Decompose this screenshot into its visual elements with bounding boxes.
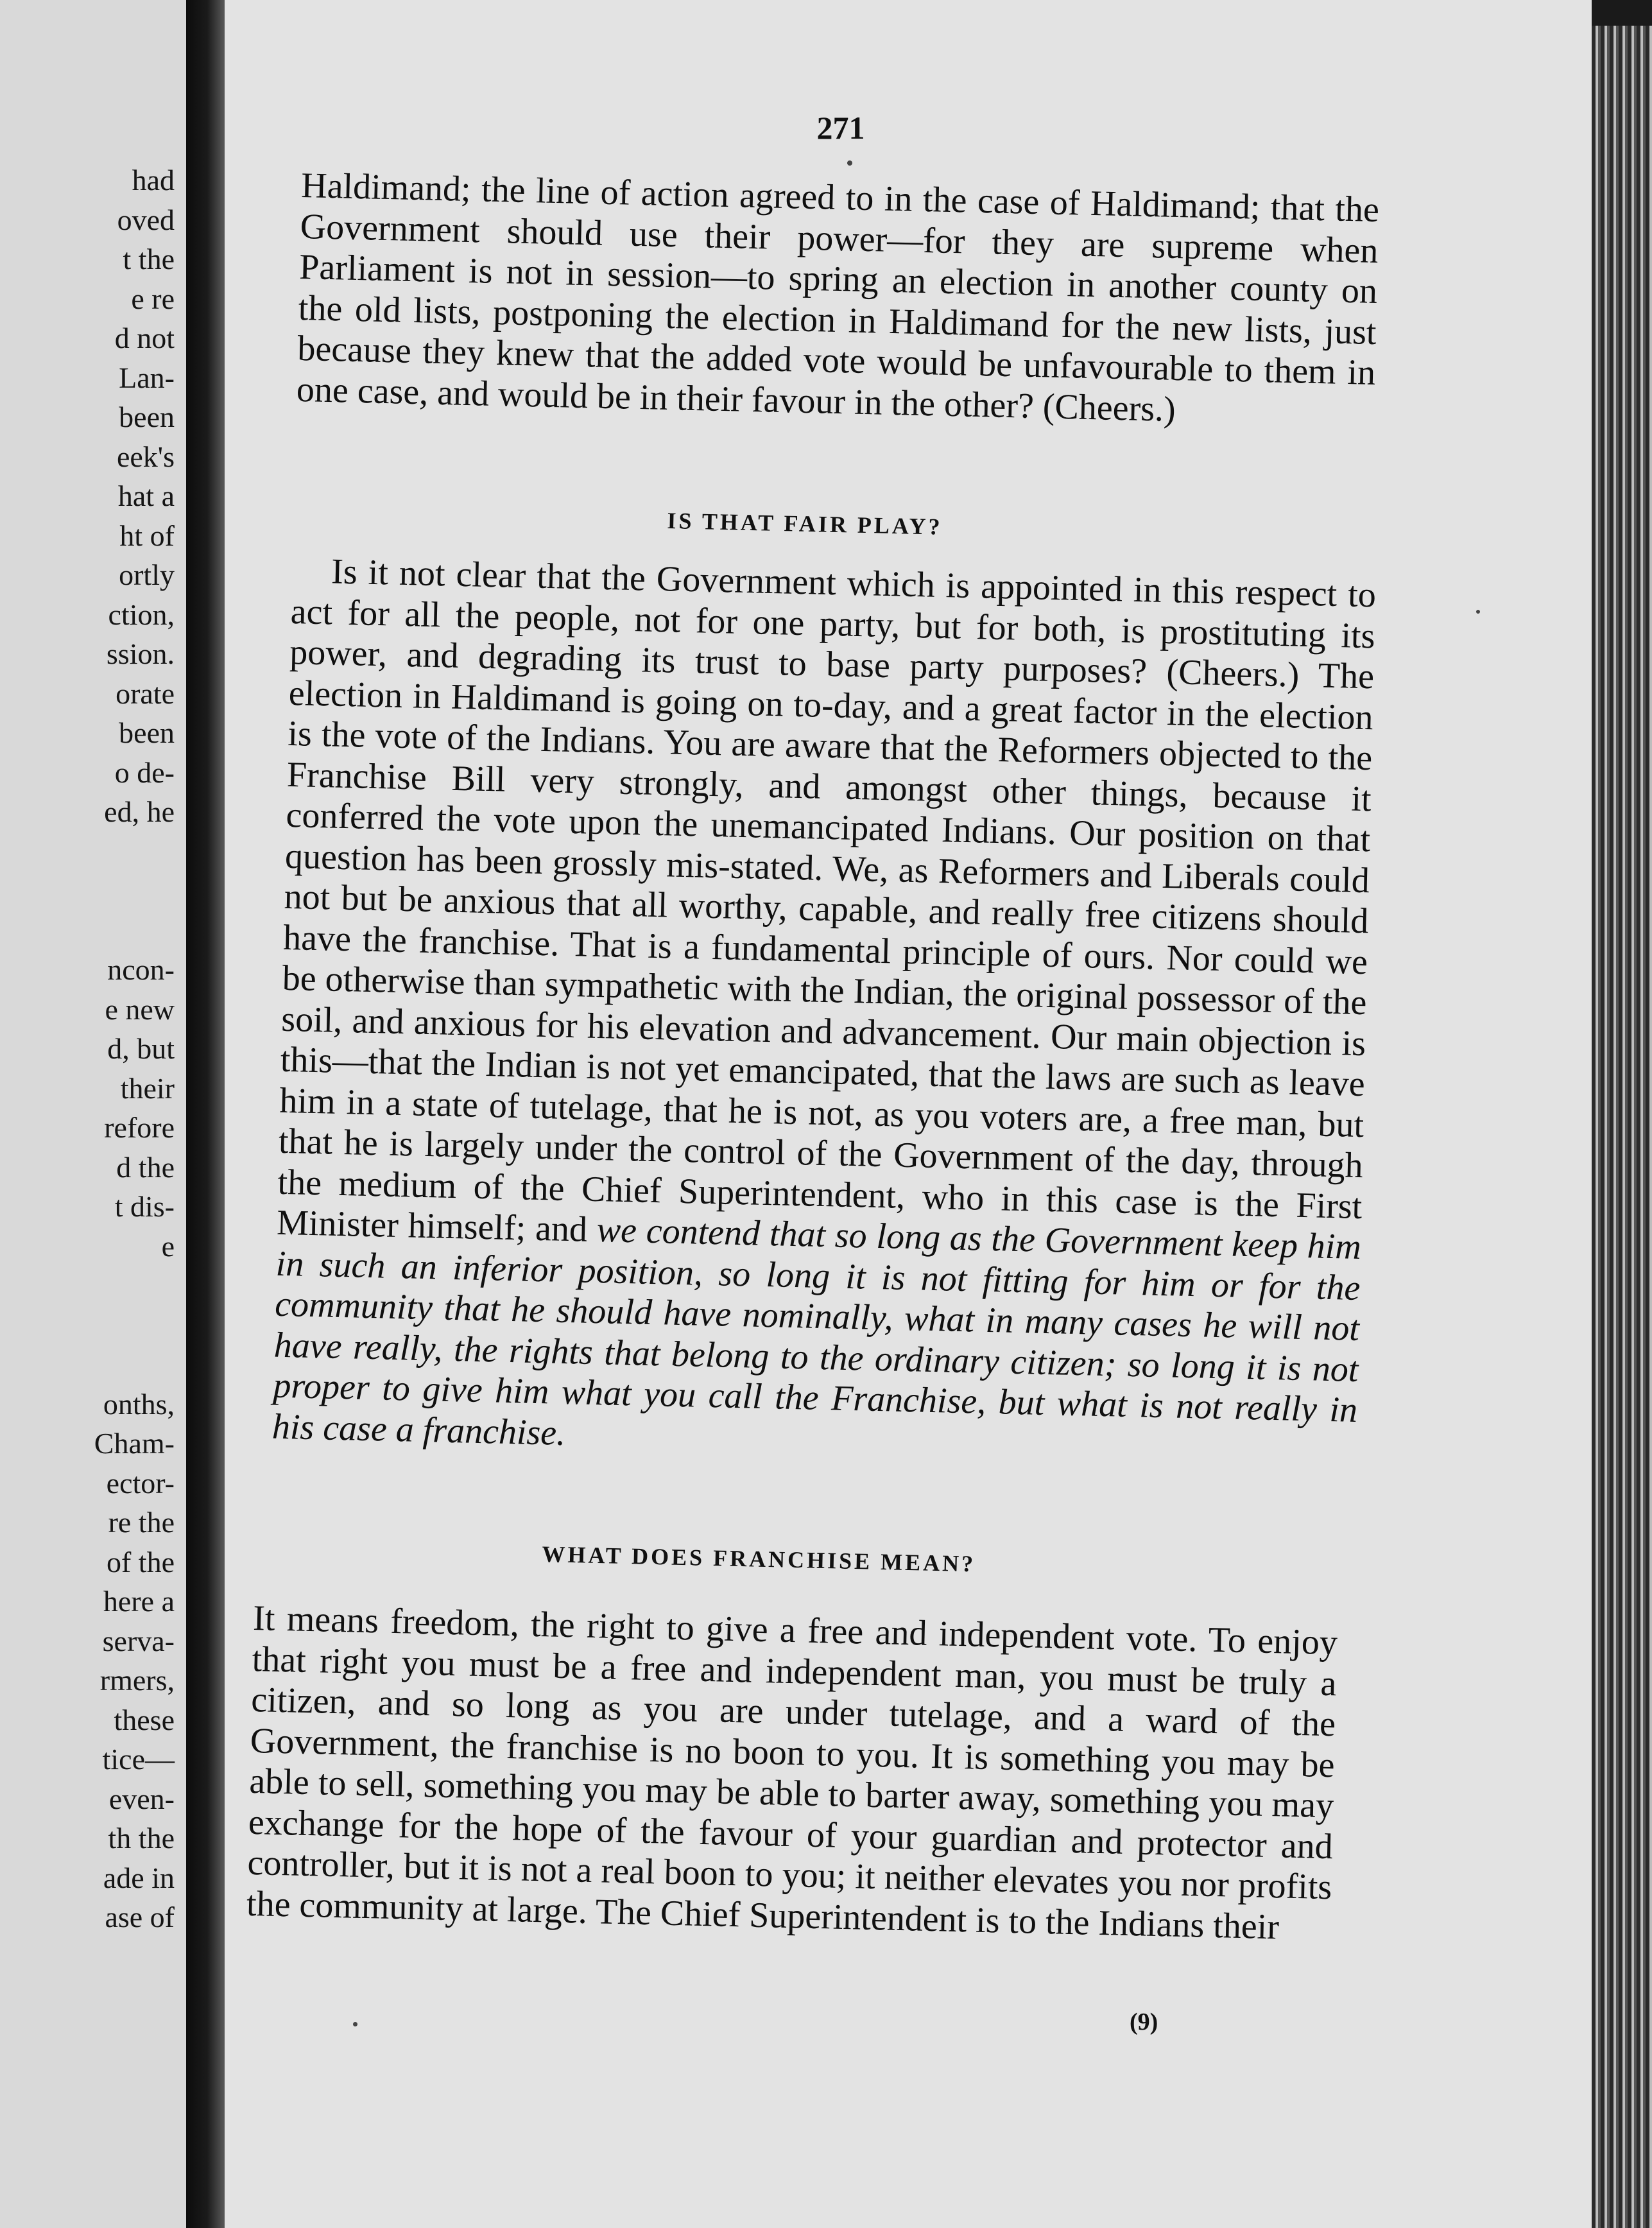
facing-page-line: oved [117, 203, 175, 236]
scan-speck [847, 160, 852, 166]
facing-page-text [0, 160, 186, 1937]
facing-page-line: t the [123, 243, 175, 275]
facing-page-line: refore [104, 1111, 175, 1144]
facing-page-line: ht of [119, 519, 175, 552]
facing-page-line: here a [103, 1585, 175, 1618]
paragraph-2-italic: we contend that so long as the Government keep him in such an inferior position, so long it is not fitting for him or for the community that he should have nominally, what in many cases he will not have really, the rights that belong to the ordinary citizen; so long it is not proper to give him what you call the Franchise, but what is not really in his case a franchise. [271, 1210, 1362, 1453]
paragraph-3-text: It means freedom, the right to give a free and independent vote. To enjoy that right you must be a free and independent man, you must be truly a citizen, and so long as you are under tutelage, and a ward of the Government, the franchise is no boon to you. It is something you may be able to sell, something you may be able to barter away, something you may exchange for the hope of the favour of your guardian and protector and controller, but it is not a real boon to you; it neither elevates you nor profits the community at large. The Chief Superintendent is to the Indians their [246, 1598, 1338, 1947]
paragraph-1 [296, 166, 1379, 435]
paragraph-2 [271, 551, 1376, 1472]
facing-page-line [0, 832, 175, 872]
facing-page-line: ssion. [106, 637, 175, 670]
paragraph-1-text: Haldimand; the line of action agreed to in the case of Haldimand; that the Government should use their power—for they are supreme when Parliament is not in session—to spring an election in another county on the old lists, postponing the election in Haldimand for the new lists, just because they knew that the added vote would be unfavourable to them in one case, and would be in their favour in the other? (Cheers.) [296, 166, 1380, 429]
facing-page-line: ction, [108, 598, 175, 631]
facing-page-line: o de- [114, 756, 175, 789]
facing-page-line: ed, he [104, 795, 175, 828]
facing-page-line: e [161, 1229, 175, 1263]
page-number: 271 [816, 110, 865, 146]
facing-page-line: these [114, 1703, 175, 1736]
facing-page-line: hat a [117, 479, 175, 512]
facing-page-line: of the [106, 1545, 175, 1578]
facing-page-line: their [120, 1071, 175, 1105]
facing-page-line: d not [114, 322, 175, 354]
facing-page-line: had [132, 164, 175, 196]
facing-page-line: orate [116, 677, 175, 710]
facing-page-line: serva- [102, 1624, 175, 1657]
facing-page-line: been [119, 716, 175, 749]
facing-page-line: Lan- [119, 361, 175, 394]
signature-mark: (9) [1130, 2008, 1158, 2035]
scan-speck [353, 2022, 357, 2026]
heading-franchise-mean: WHAT DOES FRANCHISE MEAN? [542, 1541, 976, 1577]
facing-page [0, 0, 186, 2228]
book-gutter [186, 0, 225, 2228]
facing-page-line: t dis- [114, 1190, 175, 1223]
facing-page-line: ector- [106, 1466, 175, 1499]
facing-page-line: th the [108, 1822, 175, 1854]
facing-page-line [0, 871, 175, 911]
facing-page-line: ncon- [107, 953, 175, 986]
facing-page-line: re the [108, 1506, 175, 1539]
paragraph-2-text: Is it not clear that the Government which is appointed in this respect to act for all the people, not for one party, but for both, is prostituting its power, and degrading its trust to base party purposes? (Cheers.) The election in Haldimand is going on to-day, and a great factor in the election is the vote of the Indians. You are aware that the Reformers objected to the Franchise Bill very strongly, and amongst other things, because it conferred the vote upon the unemancipated Indians. Our position on that question has been grossly mis-stated. We, as Reformers and Liberals could not but be anxious that all worthy, capable, and really free citizens should have the franchise. That is a fundamental principle of ours. Nor could we be otherwise than sympathetic with the Indian, the original possessor of the soil, and anxious for his elevation and advancement. Our main objection is this—that the Indian is not yet emancipated, that the laws are such as leave him in a state of tutelage, that he is not, as you voters are, a free man, but that he is largely under the control of the Government of the day, through the medium of the Chief Superintendent, who in this case is the First Minister himself; and [276, 551, 1377, 1250]
facing-page-line: d the [116, 1150, 175, 1184]
facing-page-line: d, but [107, 1032, 175, 1065]
facing-page-line: even- [108, 1782, 175, 1815]
facing-page-line: ortly [119, 558, 175, 591]
scan-speck [1476, 610, 1480, 614]
facing-page-line [0, 1345, 175, 1385]
facing-page-line: onths, [103, 1387, 175, 1421]
facing-page-line: e new [105, 992, 175, 1026]
facing-page-line: been [119, 401, 175, 433]
heading-fair-play: IS THAT FAIR PLAY? [667, 507, 943, 540]
page-edges [1592, 26, 1652, 2228]
facing-page-line [0, 911, 175, 951]
facing-page-line: ase of [105, 1901, 175, 1933]
facing-page-line: tice— [102, 1743, 175, 1775]
facing-page-line: rmers, [99, 1664, 175, 1697]
facing-page-line: ade in [103, 1861, 175, 1894]
paragraph-3 [246, 1598, 1338, 1949]
facing-page-line: eek's [116, 440, 175, 473]
facing-page-line: e re [131, 282, 175, 315]
facing-page-line [0, 1306, 175, 1345]
facing-page-line [0, 1266, 175, 1306]
facing-page-line: Cham- [94, 1427, 175, 1460]
